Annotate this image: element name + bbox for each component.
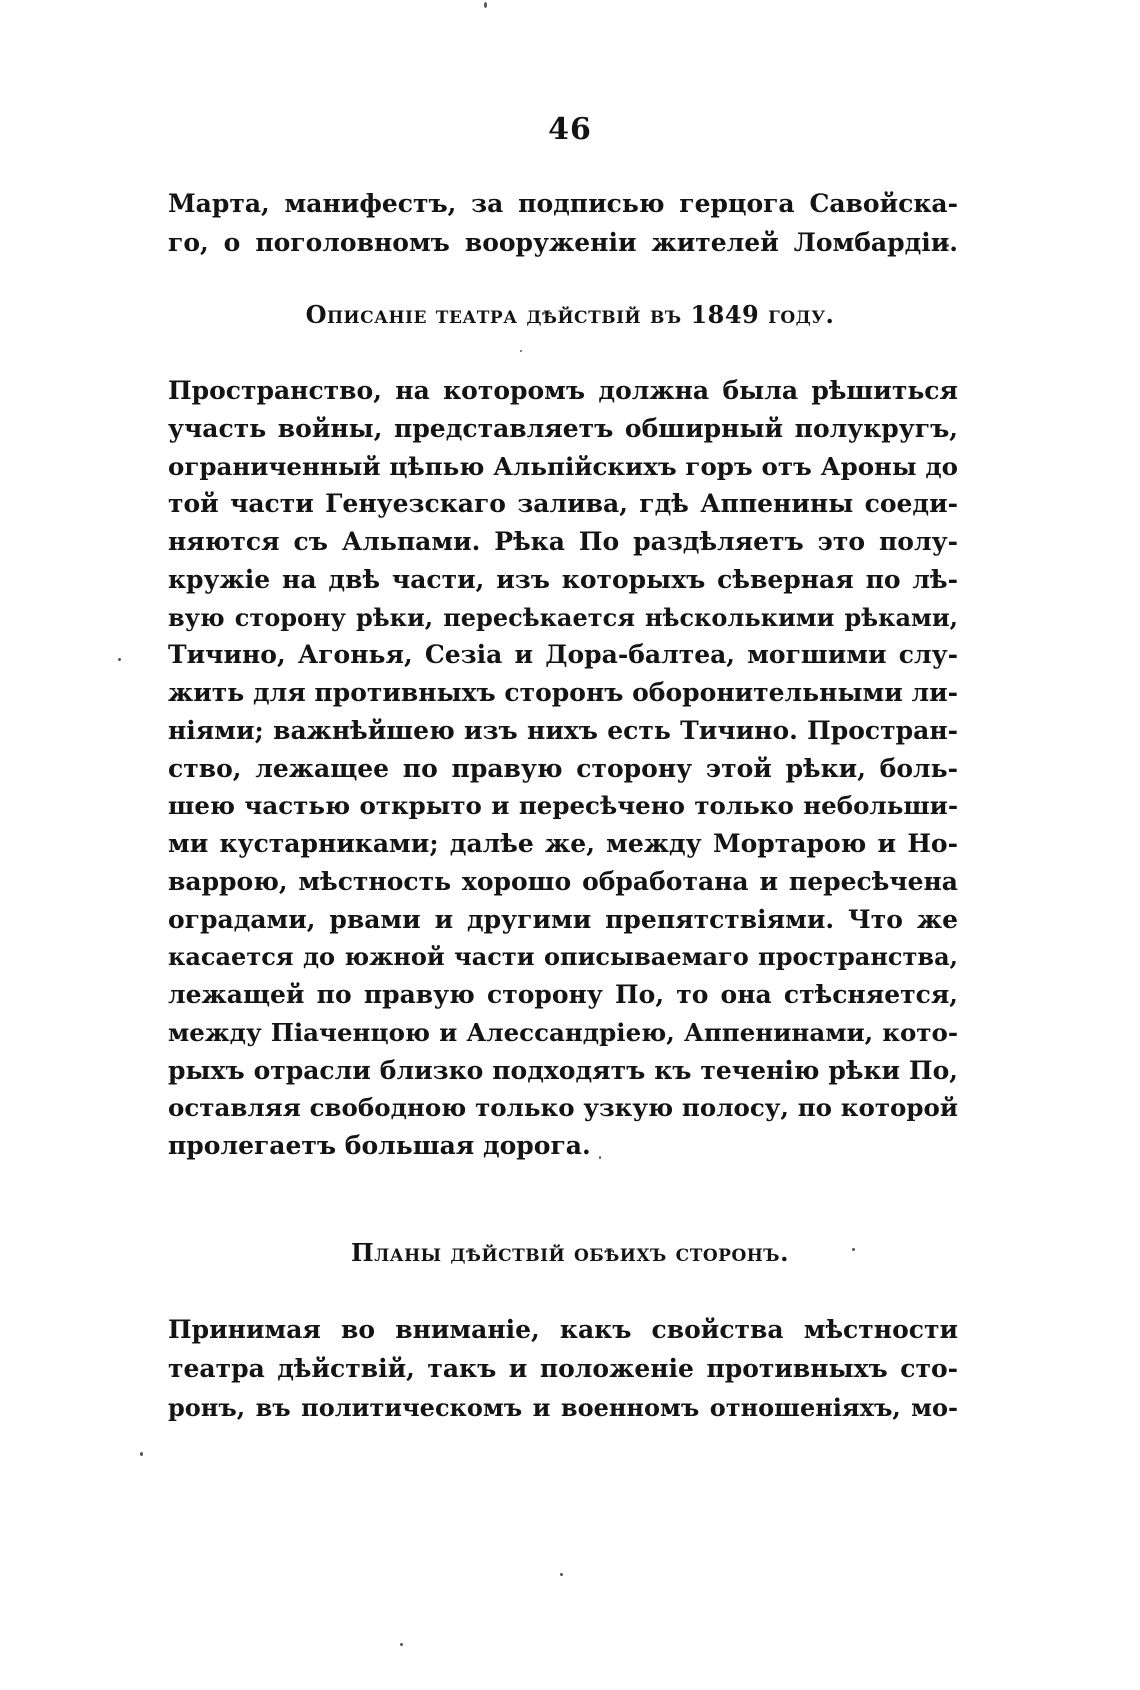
text-line: варрою, мѣстность хорошо обработана и пересѣчена	[168, 866, 958, 896]
text-line: оградами, рвами и другими препятствіями. Что же	[168, 904, 958, 934]
text-line: ніями; важнѣйшею изъ нихъ есть Тичино. Простран-	[168, 715, 958, 745]
text-line: Пространство, на которомъ должна была рѣшиться	[168, 376, 958, 405]
text-line: участь войны, представляетъ обширный полукругъ,	[168, 413, 958, 443]
text-line: лежащей по правую сторону По, то она стѣсняется,	[168, 980, 958, 1009]
text-line: Тичино, Агонья, Сезіа и Дора-балтеа, могшими слу-	[168, 640, 958, 670]
text-line: кружіе на двѣ части, изъ которыхъ сѣверная по лѣ-	[168, 564, 958, 594]
scan-speck	[520, 350, 522, 352]
text-line: няются съ Альпами. Рѣка По раздѣляетъ это полу-	[168, 527, 958, 556]
text-line: го, о поголовномъ вооруженіи жителей Ломбардіи.	[168, 228, 958, 257]
text-line: шею частью открыто и пересѣчено только небольши-	[168, 791, 958, 821]
scan-speck	[484, 2, 487, 8]
text-line: касается до южной части описываемаго пространства,	[168, 942, 958, 972]
text-line: ронъ, въ политическомъ и военномъ отношеніяхъ, мо-	[168, 1393, 958, 1422]
text-line: ство, лежащее по правую сторону этой рѣки, боль-	[168, 753, 958, 783]
plans-paragraph	[168, 1310, 958, 1427]
scan-speck	[560, 1573, 563, 1576]
text-line: той части Генуезскаго залива, гдѣ Аппенины соеди-	[168, 489, 958, 519]
theatre-paragraph	[168, 372, 958, 1165]
text-line: оставляя свободною только узкую полосу, по которой	[168, 1093, 958, 1123]
scan-speck	[118, 658, 121, 661]
intro-paragraph	[168, 184, 958, 262]
text-line: вую сторону рѣки, пересѣкается нѣсколькими рѣками,	[168, 602, 958, 632]
text-line: ограниченный цѣпью Альпійскихъ горъ отъ Ароны до	[168, 451, 958, 481]
text-line: Марта, манифестъ, за подписью герцога Савойска-	[168, 189, 958, 218]
text-line: театра дѣйствій, такъ и положеніе противныхъ сто-	[168, 1354, 958, 1383]
scan-speck	[400, 1643, 403, 1646]
scan-speck	[140, 1452, 143, 1456]
text-line: рыхъ отрасли близко подходятъ къ теченію рѣки По,	[168, 1055, 958, 1085]
text-line: между Піаченцою и Алессандріею, Аппенинами, кото-	[168, 1017, 958, 1047]
page-number: 46	[548, 112, 592, 147]
text-line: ми кустарниками; далѣе же, между Мортарою и Но-	[168, 829, 958, 858]
section-heading-theatre: Описаніе театра дѣйствій въ 1849 году.	[305, 300, 835, 329]
text-line: жить для противныхъ сторонъ оборонительными ли-	[168, 678, 959, 707]
text-line: пролегаетъ большая дорога.	[168, 1131, 591, 1160]
section-heading-plans: Планы дѣйствій обѣихъ сторонъ.	[351, 1238, 789, 1267]
text-line: Принимая во вниманіе, какъ свойства мѣстности	[168, 1315, 958, 1344]
